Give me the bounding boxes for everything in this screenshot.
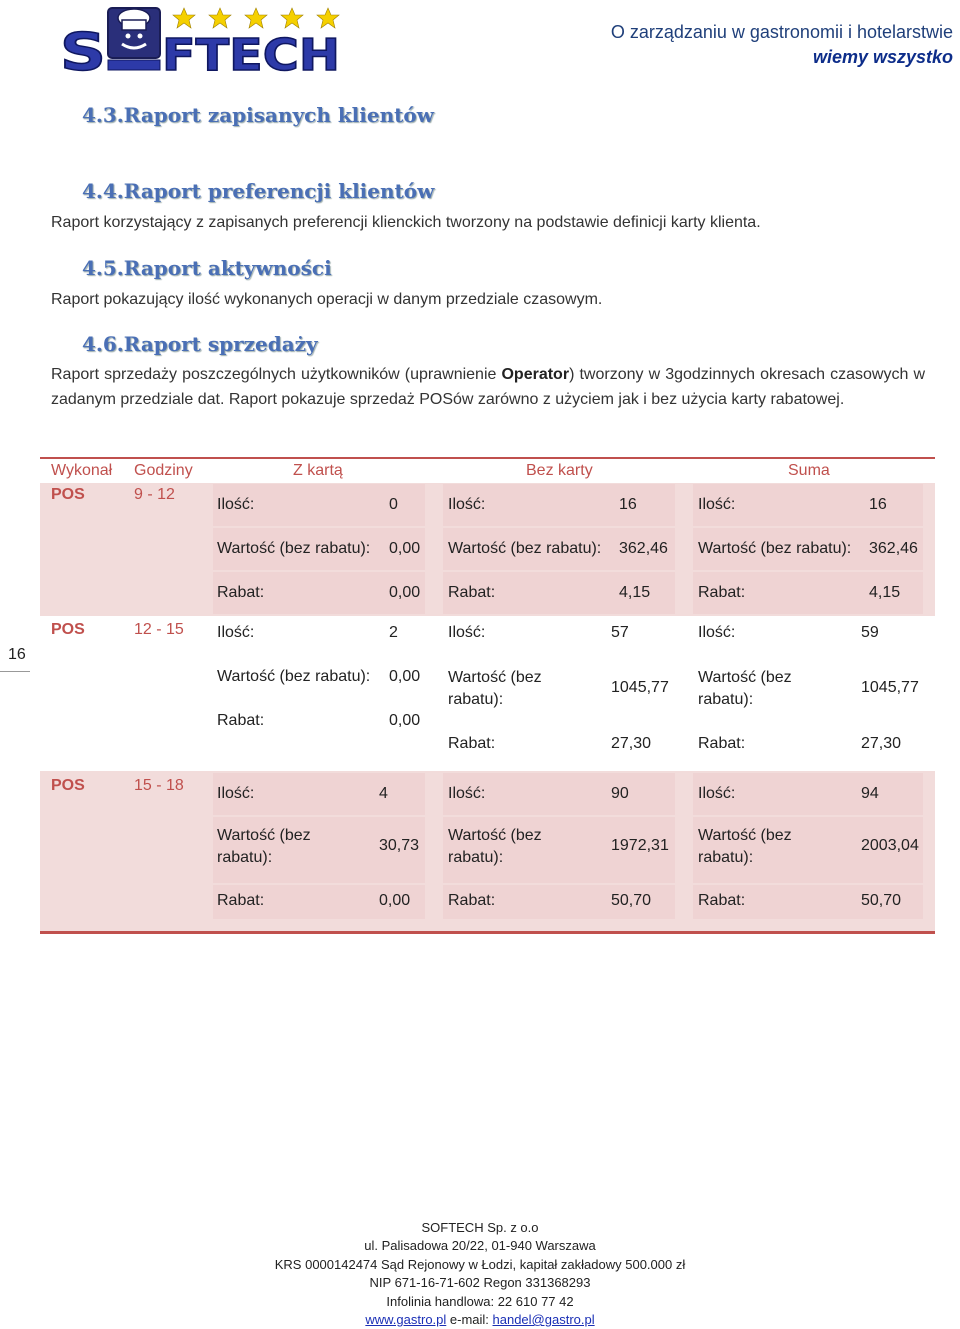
table-bottom-border [40,931,935,934]
cell-label: Rabat: [217,712,265,729]
paragraph-4-4: Raport korzystający z zapisanych preferencji klienckich tworzony na podstawie definicji karty klienta. [51,214,761,231]
cell-value: 0,00 [389,668,421,685]
col-header-z-karta: Z kartą [293,462,343,479]
cell-label: Rabat: [698,584,746,601]
cell-label: Rabat: [698,892,746,909]
softech-logo [58,4,343,78]
cell-label: Ilość: [448,624,486,641]
cell-ilosc [443,621,675,649]
cell-label: Rabat: [448,584,496,601]
cell-value: 57 [611,624,629,641]
footer-krs: KRS 0000142474 Sąd Rejonowy w Łodzi, kapitał zakładowy 500.000 zł [274,1257,686,1272]
cell-value: 362,46 [869,540,918,557]
cell-label: Wartość (bez rabatu): [217,827,311,866]
cell-value: 16 [869,496,887,513]
cell-value: 4,15 [619,584,651,601]
cell-value: 0,00 [389,540,421,557]
cell-label: Wartość (bez rabatu): [698,669,792,708]
cell-value: 1045,77 [861,679,919,696]
cell-label: Wartość (bez rabatu): [698,827,792,866]
cell-label: Ilość: [217,624,255,641]
paragraph-4-6 [51,362,925,412]
cell-label: Ilość: [698,624,736,641]
cell-label: Wartość (bez rabatu): [217,540,371,557]
row-who: POS [51,486,85,503]
cell-value: 16 [619,496,637,513]
cell-ilosc [213,773,425,815]
cell-value: 2003,04 [861,837,919,854]
col-header-bez-karty: Bez karty [526,462,593,479]
cell-label: Ilość: [448,785,486,802]
col-header-wykonal: Wykonał [51,462,113,479]
paragraph-text: Raport sprzedaży poszczególnych użytkowników (uprawnienie [51,366,502,383]
cell-value: 50,70 [861,892,902,909]
cell-label: Ilość: [698,785,736,802]
cell-label: Wartość (bez rabatu): [217,668,371,685]
heading-4-4: 4.4.Raport preferencji klientów [82,179,435,203]
paragraph-text: ) tworzony w 3godzinnych okresach czasowych w zadanym przedziale dat. Raport pokazuje sprzedaż POSów zarówno z użyciem jak i bez użycia karty rabatowej. [51,366,925,408]
cell-wartosc [443,528,675,570]
col-header-suma: Suma [788,462,830,479]
cell-ilosc [693,621,923,649]
sales-report-table [40,457,935,935]
cell-ilosc [213,484,425,526]
cell-rabat [693,732,923,760]
cell-label: Ilość: [448,496,486,513]
page-number: 16 [8,646,26,663]
cell-value: 30,73 [379,837,420,854]
cell-label: Ilość: [217,785,255,802]
slogan-line1: O zarządzaniu w gastronomii i hotelarstwie [610,22,953,42]
cell-rabat [213,885,425,919]
cell-wartosc [213,817,425,883]
row-who: POS [51,777,85,794]
cell-value: 2 [389,624,398,641]
email-link[interactable]: handel@gastro.pl [492,1312,595,1327]
cell-ilosc [213,621,425,649]
cell-value: 0 [389,496,398,513]
cell-rabat [443,572,675,614]
cell-value: 94 [861,785,879,802]
cell-label: Ilość: [217,496,255,513]
cell-value: 4 [379,785,388,802]
cell-value: 1045,77 [611,679,669,696]
cell-wartosc [213,665,425,693]
cell-value: 90 [611,785,629,802]
footer-address: ul. Palisadowa 20/22, 01-940 Warszawa [364,1238,596,1253]
cell-label: Wartość (bez rabatu): [448,669,542,708]
footer-contact [0,1312,960,1327]
cell-value: 362,46 [619,540,668,557]
footer-company: SOFTECH Sp. z o.o [421,1220,539,1235]
page-number-rule [0,671,30,672]
cell-label: Wartość (bez rabatu): [448,540,602,557]
cell-label: Rabat: [448,735,496,752]
cell-label: Ilość: [698,496,736,513]
cell-label: Wartość (bez rabatu): [698,540,852,557]
cell-rabat [693,572,923,614]
cell-value: 1972,31 [611,837,669,854]
cell-value: 0,00 [389,584,421,601]
cell-rabat [443,885,675,919]
email-label: e-mail: [446,1312,493,1327]
row-hours: 9 - 12 [134,486,175,503]
row-who: POS [51,621,85,638]
paragraph-4-5: Raport pokazujący ilość wykonanych operacji w danym przedziale czasowym. [51,291,603,308]
cell-wartosc [443,665,675,715]
cell-ilosc [693,773,923,815]
row-hours: 12 - 15 [134,621,184,638]
heading-4-6: 4.6.Raport sprzedaży [82,332,318,356]
website-link[interactable]: www.gastro.pl [365,1312,447,1327]
cell-rabat [213,709,425,737]
cell-value: 59 [861,624,879,641]
footer-nip: NIP 671-16-71-602 Regon 331368293 [369,1275,591,1290]
cell-rabat [443,732,675,760]
cell-value: 0,00 [379,892,411,909]
row-hours: 15 - 18 [134,777,184,794]
cell-ilosc [443,773,675,815]
cell-label: Rabat: [217,892,265,909]
cell-label: Rabat: [448,892,496,909]
cell-value: 50,70 [611,892,652,909]
footer-hotline: Infolinia handlowa: 22 610 77 42 [386,1294,574,1309]
table-top-border [40,457,935,459]
paragraph-bold: Operator [501,366,570,383]
cell-label: Wartość (bez rabatu): [448,827,542,866]
cell-wartosc [693,528,923,570]
cell-rabat [693,885,923,919]
svg-text:FTECH: FTECH [162,30,340,78]
cell-wartosc [693,665,923,715]
heading-4-5: 4.5.Raport aktywności [82,256,332,280]
slogan-line2: wiemy wszystko [812,47,953,67]
col-header-godziny: Godziny [134,462,193,479]
cell-label: Rabat: [698,735,746,752]
cell-wartosc [213,528,425,570]
cell-ilosc [443,484,675,526]
cell-label: Rabat: [217,584,265,601]
cell-value: 27,30 [861,735,902,752]
heading-4-3: 4.3.Raport zapisanych klientów [82,103,434,127]
svg-text:S: S [60,23,106,78]
cell-rabat [213,572,425,614]
cell-wartosc [443,817,675,883]
cell-value: 4,15 [869,584,901,601]
cell-value: 0,00 [389,712,421,729]
cell-wartosc [693,817,923,883]
cell-ilosc [693,484,923,526]
cell-value: 27,30 [611,735,652,752]
